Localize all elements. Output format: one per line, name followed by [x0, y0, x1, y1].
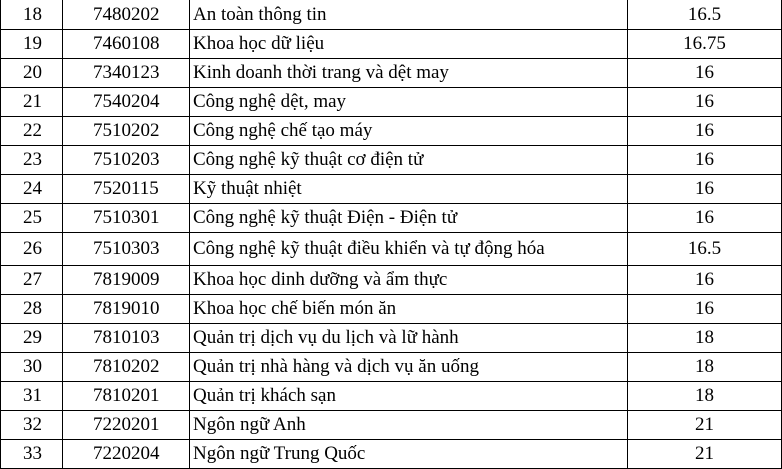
row-number: 22 [1, 116, 63, 145]
cutoff-score: 16 [628, 203, 782, 232]
major-name: Quản trị dịch vụ du lịch và lữ hành [190, 323, 628, 352]
major-name: Công nghệ kỹ thuật Điện - Điện tử [190, 203, 628, 232]
row-number: 23 [1, 145, 63, 174]
table-row [1, 0, 782, 29]
table-row [1, 116, 782, 145]
cutoff-score: 16 [628, 145, 782, 174]
major-code: 7460108 [63, 29, 190, 58]
major-name: Công nghệ kỹ thuật cơ điện tử [190, 145, 628, 174]
cutoff-score: 16 [628, 58, 782, 87]
major-code: 7810103 [63, 323, 190, 352]
major-code: 7510202 [63, 116, 190, 145]
row-number: 20 [1, 58, 63, 87]
major-code: 7819009 [63, 265, 190, 294]
row-number: 32 [1, 410, 63, 439]
major-code: 7819010 [63, 294, 190, 323]
major-code: 7540204 [63, 87, 190, 116]
major-name: Quản trị nhà hàng và dịch vụ ăn uống [190, 352, 628, 381]
table-row [1, 232, 782, 265]
major-code: 7480202 [63, 0, 190, 29]
major-code: 7220204 [63, 439, 190, 468]
row-number: 28 [1, 294, 63, 323]
table-row [1, 294, 782, 323]
row-number: 27 [1, 265, 63, 294]
table-row [1, 174, 782, 203]
table-row [1, 29, 782, 58]
major-code: 7810201 [63, 381, 190, 410]
major-name: Quản trị khách sạn [190, 381, 628, 410]
table-row [1, 323, 782, 352]
cutoff-score: 16 [628, 294, 782, 323]
table-body [1, 0, 782, 468]
major-name: An toàn thông tin [190, 0, 628, 29]
cutoff-score: 16 [628, 174, 782, 203]
major-name: Khoa học dữ liệu [190, 29, 628, 58]
major-code: 7810202 [63, 352, 190, 381]
table-row [1, 145, 782, 174]
table-row [1, 352, 782, 381]
major-name: Khoa học dinh dưỡng và ẩm thực [190, 265, 628, 294]
row-number: 29 [1, 323, 63, 352]
row-number: 18 [1, 0, 63, 29]
row-number: 21 [1, 87, 63, 116]
major-name: Công nghệ chế tạo máy [190, 116, 628, 145]
cutoff-score: 16 [628, 87, 782, 116]
table-row [1, 58, 782, 87]
major-code: 7340123 [63, 58, 190, 87]
major-name: Ngôn ngữ Trung Quốc [190, 439, 628, 468]
major-code: 7510303 [63, 232, 190, 265]
row-number: 31 [1, 381, 63, 410]
cutoff-score: 21 [628, 410, 782, 439]
row-number: 19 [1, 29, 63, 58]
cutoff-score: 16.75 [628, 29, 782, 58]
cutoff-score: 21 [628, 439, 782, 468]
major-name: Ngôn ngữ Anh [190, 410, 628, 439]
table-row [1, 439, 782, 468]
major-name: Kỹ thuật nhiệt [190, 174, 628, 203]
row-number: 25 [1, 203, 63, 232]
major-name: Kinh doanh thời trang và dệt may [190, 58, 628, 87]
major-name: Khoa học chế biến món ăn [190, 294, 628, 323]
table-row [1, 265, 782, 294]
major-name: Công nghệ kỹ thuật điều khiển và tự động hóa [190, 232, 628, 265]
row-number: 30 [1, 352, 63, 381]
major-code: 7510301 [63, 203, 190, 232]
table-row [1, 203, 782, 232]
table-row [1, 87, 782, 116]
row-number: 26 [1, 232, 63, 265]
table-row [1, 410, 782, 439]
major-code: 7520115 [63, 174, 190, 203]
table-row [1, 381, 782, 410]
cutoff-score: 16 [628, 265, 782, 294]
cutoff-score: 16 [628, 116, 782, 145]
row-number: 33 [1, 439, 63, 468]
major-name: Công nghệ dệt, may [190, 87, 628, 116]
cutoff-score: 18 [628, 381, 782, 410]
row-number: 24 [1, 174, 63, 203]
cutoff-score: 18 [628, 323, 782, 352]
cutoff-score: 18 [628, 352, 782, 381]
cutoff-score: 16.5 [628, 0, 782, 29]
cutoff-score: 16.5 [628, 232, 782, 265]
major-code: 7510203 [63, 145, 190, 174]
major-code: 7220201 [63, 410, 190, 439]
